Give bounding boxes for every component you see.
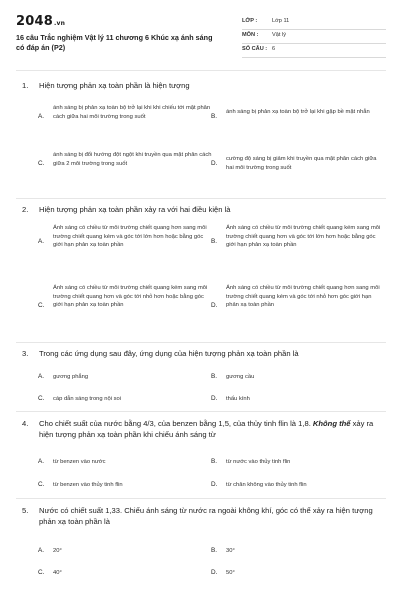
option-letter: A. xyxy=(38,458,45,465)
option-text: từ benzen vào nước xyxy=(53,459,106,465)
question-1 xyxy=(22,80,382,171)
option-text: từ benzen vào thủy tinh flin xyxy=(53,482,123,488)
logo-text: 2048 xyxy=(16,14,53,29)
site-logo[interactable] xyxy=(16,14,65,29)
divider xyxy=(16,498,386,499)
meta-key: SỐ CÂU : xyxy=(242,46,268,52)
option-letter: B. xyxy=(211,373,218,380)
option-letter: A. xyxy=(38,373,45,380)
question-text: Hiện tượng phản xạ toàn phần là hiện tượng xyxy=(39,81,190,90)
question-stem xyxy=(22,348,382,359)
option-text: gương cầu xyxy=(226,374,255,380)
question-text: Cho chiết suất của nước bằng 4/3, của benzen bằng 1,5, của thủy tinh flin là 1,8. xyxy=(39,419,313,428)
question-emphasis: Không thể xyxy=(312,419,351,428)
question-stem xyxy=(22,505,382,527)
option-text: Ánh sáng có chiều từ môi trường chiết quang kém sang môi trường chiết quang hơn và góc tới nhỏ hơn hoặc bằng góc giới hạn phản xạ toàn phần xyxy=(53,285,208,309)
option-letter: C. xyxy=(38,395,45,402)
option-letter: B. xyxy=(211,547,218,554)
option-letter: A. xyxy=(38,547,45,554)
option-letter: D. xyxy=(211,481,218,488)
option-letter: C. xyxy=(38,302,45,309)
option-text: thấu kính xyxy=(226,396,250,402)
meta-table xyxy=(242,16,386,58)
divider xyxy=(16,198,386,199)
option-letter: B. xyxy=(211,238,218,245)
question-stem xyxy=(22,204,382,215)
meta-row-class xyxy=(242,16,386,30)
option-letter: C. xyxy=(38,160,45,167)
question-text: Hiện tượng phản xạ toàn phần xảy ra với hai điều kiện là xyxy=(39,205,231,214)
meta-value: Lớp 11 xyxy=(272,18,290,24)
meta-key: LỚP : xyxy=(242,18,258,24)
option-letter: A. xyxy=(38,113,45,120)
option-text: Ánh sáng có chiều từ môi trường chiết quang kém sang môi trường chiết quang hơn và góc tới lớn hơn hoặc bằng góc giới hạn phản xạ toàn phần xyxy=(226,225,381,249)
option-text: Ánh sáng có chiều từ môi trường chiết quang hơn sang môi trường chiết quang kém và góc tới nhỏ hơn góc giới hạn phản xạ toàn phần xyxy=(226,285,380,309)
document-title: 16 câu Trắc nghiệm Vật lý 11 chương 6 Khúc xạ ánh sáng có đáp án (P2) xyxy=(16,33,213,52)
question-2 xyxy=(22,204,382,309)
option-text: 20° xyxy=(53,548,62,554)
question-5 xyxy=(22,505,382,576)
option-text: 30° xyxy=(226,548,235,554)
option-letter: C. xyxy=(38,481,45,488)
meta-value: Vật lý xyxy=(272,32,286,38)
option-text: ánh sáng bị đổi hướng đột ngột khi truyền qua mặt phân cách giữa 2 môi trường trong suốt xyxy=(53,152,212,167)
option-text: ánh sáng bị phản xạ toàn bộ trở lại khi khi chiếu tới mặt phân cách giữa hai môi trường trong suốt xyxy=(53,105,211,120)
logo-suffix: .vn xyxy=(53,20,66,27)
option-text: 40° xyxy=(53,570,62,576)
question-3 xyxy=(22,348,382,402)
question-number: 2. xyxy=(22,205,29,214)
divider xyxy=(16,342,386,343)
option-letter: D. xyxy=(211,302,218,309)
option-text: 50° xyxy=(226,570,235,576)
question-number: 5. xyxy=(22,506,29,515)
meta-row-subject xyxy=(242,30,386,44)
option-text: từ chân không vào thủy tinh flin xyxy=(226,482,307,488)
question-4 xyxy=(22,418,382,488)
option-text: Ánh sáng có chiều từ môi trường chiết quang hơn sang môi trường chiết quang kém và góc tới lớn hơn hoặc bằng góc giới hạn phản xạ toàn phần xyxy=(53,225,207,249)
option-text: gương phẳng xyxy=(53,374,89,380)
option-letter: A. xyxy=(38,238,45,245)
divider xyxy=(16,70,386,71)
question-number: 3. xyxy=(22,349,29,358)
option-text: từ nước vào thủy tinh flin xyxy=(226,459,291,465)
option-letter: D. xyxy=(211,160,218,167)
option-letter: B. xyxy=(211,458,218,465)
question-number: 4. xyxy=(22,419,29,428)
divider xyxy=(16,411,386,412)
option-letter: D. xyxy=(211,395,218,402)
document-header xyxy=(16,14,386,58)
option-text: ánh sáng bị phản xạ toàn bộ trở lại khi gặp bề mặt nhẵn xyxy=(226,109,370,115)
meta-row-count xyxy=(242,44,386,58)
question-stem xyxy=(22,80,382,91)
question-number: 1. xyxy=(22,81,29,90)
question-stem xyxy=(22,418,382,440)
meta-key: MÔN : xyxy=(242,32,259,38)
option-text: cáp dẫn sáng trong nội soi xyxy=(53,396,122,402)
question-text: Trong các ứng dụng sau đây, ứng dụng của hiện tượng phản xạ toàn phần là xyxy=(39,349,299,358)
question-text: xảy ra hiện tượng phản xạ toàn phần khi chiếu ánh sáng từ xyxy=(39,419,374,439)
option-letter: B. xyxy=(211,113,218,120)
question-text: Nước có chiết suất 1,33. Chiếu ánh sáng từ nước ra ngoài không khí, góc có thể xảy ra hiện tượng phản xạ toàn phần là xyxy=(39,506,373,526)
meta-value: 6 xyxy=(272,46,276,52)
option-text: cường độ sáng bị giảm khi truyền qua mặt phân cách giữa hai môi trường trong suốt xyxy=(226,156,377,171)
option-letter: D. xyxy=(211,569,218,576)
option-letter: C. xyxy=(38,569,45,576)
